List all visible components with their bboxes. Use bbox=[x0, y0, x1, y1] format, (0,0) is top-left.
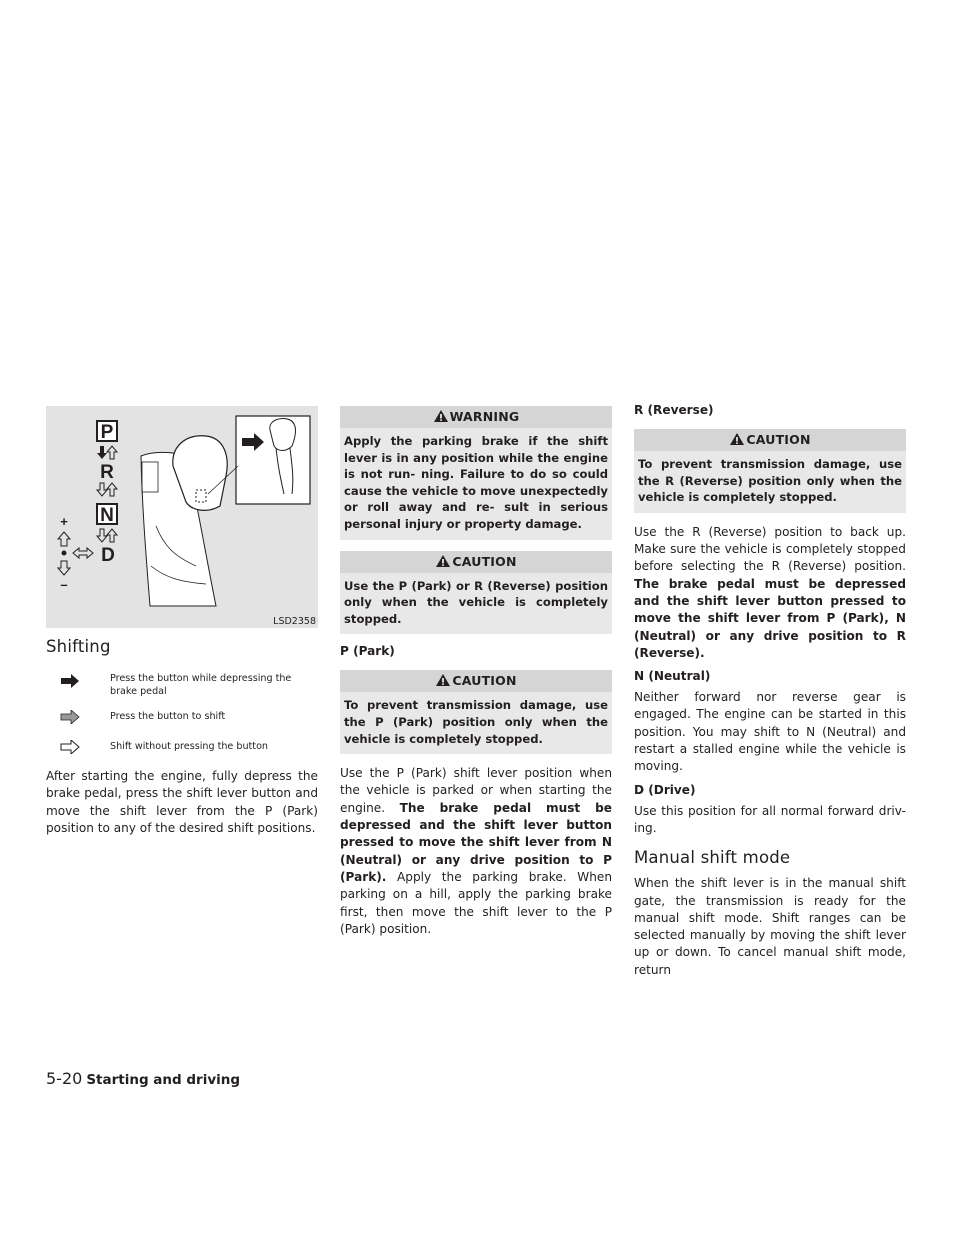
manual-text: When the shift lever is in the manual shift gate, the transmission is ready for the manual shift mode. Shift ranges can be selected manually by moving the shift lever up or down. To cancel manual shift mode, return bbox=[634, 876, 906, 977]
warning-icon bbox=[433, 409, 449, 423]
drive-text: Use this position for all normal forward driv- ing. bbox=[634, 803, 906, 835]
warning-title: WARNING bbox=[449, 409, 520, 424]
caution-box bbox=[340, 670, 612, 754]
outline-arrow-icon bbox=[58, 532, 70, 546]
neutral-text: Neither forward nor reverse gear is engaged. The engine can be started in this position. You may shift to N (Neutral) and restart a stalled engine while the vehicle is moving. bbox=[634, 690, 906, 774]
paragraph: After starting the engine, fully depress the brake pedal, press the shift lever button and move the shift lever from the P (Park) position to any of the desired shift positions. bbox=[46, 769, 318, 835]
legend bbox=[46, 672, 318, 758]
manual-plus-label: + bbox=[60, 514, 68, 529]
caution-box bbox=[340, 551, 612, 635]
caution-title: CAUTION bbox=[452, 673, 517, 689]
column-3 bbox=[634, 403, 906, 979]
figure-code: LSD2358 bbox=[273, 616, 316, 627]
caution-title: CAUTION bbox=[452, 553, 517, 569]
legend-item bbox=[46, 708, 318, 728]
shift-lever-illustration bbox=[46, 406, 318, 628]
caution-header bbox=[340, 551, 612, 573]
manual-minus-label: – bbox=[60, 577, 68, 592]
outline-arrow-icon bbox=[58, 561, 70, 575]
shift-diagram bbox=[46, 406, 318, 628]
section-heading: Shifting bbox=[46, 637, 111, 656]
caution-text: To prevent transmission damage, use the P (Park) position only when the vehicle is completely stopped. bbox=[340, 692, 612, 754]
park-text: Use the P (Park) shift lever position when the vehicle is parked or when starting the engine. bbox=[340, 766, 612, 815]
warning-text: Apply the parking brake if the shift lever is in any position while the engine is not run- ning. Failure to do so could cause the vehicle to move unexpectedly or roll away and re- sult in serious personal injury or property damage. bbox=[340, 428, 612, 540]
reverse-text: Use the R (Reverse) position to back up. Make sure the vehicle is completely stopped before selecting the R (Reverse) position. bbox=[634, 524, 906, 574]
outline-arrow-icon bbox=[107, 483, 117, 496]
outline-arrow-icon bbox=[73, 548, 93, 558]
caution-header bbox=[340, 670, 612, 692]
caution-title: CAUTION bbox=[746, 432, 811, 447]
warning-box bbox=[340, 406, 612, 540]
outline-arrow-icon bbox=[97, 483, 107, 496]
hatched-arrow-icon bbox=[46, 708, 110, 728]
page-number: 5-20 bbox=[46, 1069, 83, 1088]
manual-heading: Manual shift mode bbox=[634, 848, 791, 868]
column-1 bbox=[46, 406, 318, 837]
outline-arrow-icon bbox=[107, 446, 117, 459]
caution-icon bbox=[435, 673, 451, 687]
park-heading: P (Park) bbox=[340, 644, 395, 659]
reverse-heading: R (Reverse) bbox=[634, 403, 714, 417]
gate-d-label: D bbox=[101, 545, 115, 566]
caution-icon bbox=[435, 554, 451, 568]
caution-icon bbox=[729, 432, 745, 446]
caution-text: To prevent transmission damage, use the R (Reverse) position only when the vehicle is completely stopped. bbox=[634, 451, 906, 513]
park-text: Apply the parking brake. When parking on a hill, apply the parking brake first, then move the shift lever to the P (Park) position. bbox=[340, 869, 612, 936]
caution-header bbox=[634, 429, 906, 451]
legend-item bbox=[46, 672, 318, 698]
outline-arrow-icon bbox=[107, 529, 117, 542]
outline-arrow-icon bbox=[97, 529, 107, 542]
solid-arrow-icon bbox=[46, 672, 110, 692]
column-2 bbox=[340, 406, 612, 938]
caution-box bbox=[634, 429, 906, 513]
legend-text: Shift without pressing the button bbox=[110, 741, 269, 752]
inset-knob bbox=[270, 418, 296, 450]
caution-text: Use the P (Park) or R (Reverse) position only when the vehicle is completely stopped. bbox=[340, 573, 612, 635]
manual-center-dot bbox=[62, 551, 67, 556]
outline-arrow-icon bbox=[46, 738, 110, 758]
legend-text: Press the button while depressing the brake pedal bbox=[110, 673, 292, 697]
warning-header bbox=[340, 406, 612, 428]
park-paragraph bbox=[340, 765, 612, 938]
solid-arrow-icon bbox=[97, 446, 107, 459]
legend-text: Press the button to shift bbox=[110, 711, 226, 722]
legend-item bbox=[46, 738, 318, 758]
gate-r-label: R bbox=[100, 462, 114, 483]
drive-heading: D (Drive) bbox=[634, 782, 696, 797]
reverse-text-bold: The brake pedal must be depressed and the shift lever button pressed to move the shift lever from P (Park), N (Neutral) or any drive position to R (Reverse). bbox=[634, 576, 906, 660]
gate-p-label: P bbox=[100, 422, 114, 443]
gate-n-label: N bbox=[100, 505, 114, 526]
reverse-paragraph bbox=[634, 524, 906, 662]
chapter-title: Starting and driving bbox=[86, 1072, 241, 1088]
park-text-bold: The brake pedal must be depressed and the shift lever button pressed to move the shift lever from N (Neutral) or any drive position to P (Park). bbox=[340, 800, 612, 884]
page-footer bbox=[46, 1069, 240, 1088]
neutral-heading: N (Neutral) bbox=[634, 669, 711, 684]
